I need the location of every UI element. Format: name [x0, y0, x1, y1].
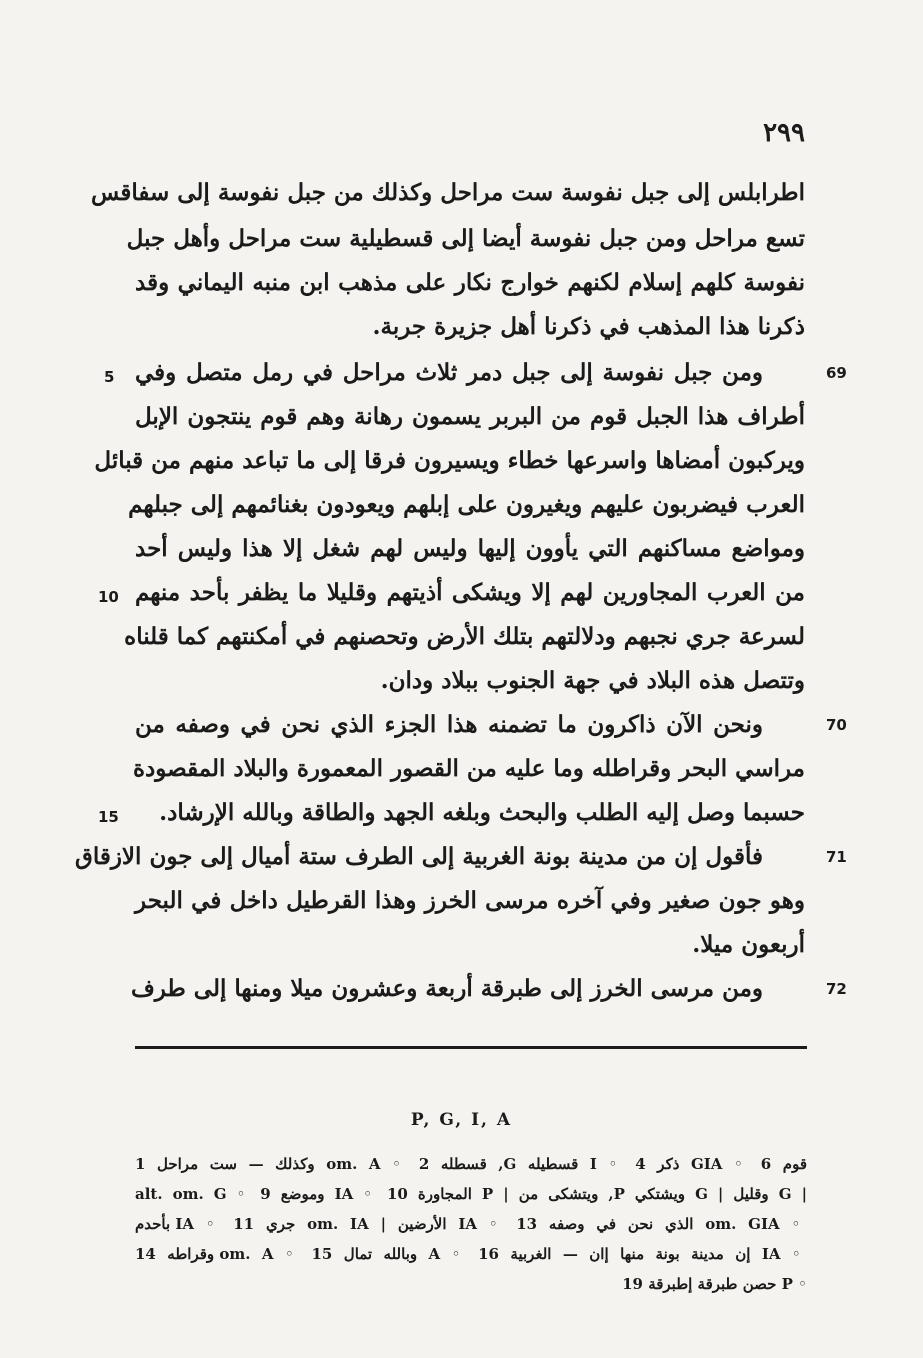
text-line: ويركبون أمضاها واسرعها خطاء ويسيرون فرقا إلى ما تباعد منهم من قبائل [94, 447, 805, 474]
note-line: ◦ P حصن طبرقة إطبرقة 19 [622, 1275, 807, 1293]
text-line: لسرعة جري نجبهم ودلالتهم بتلك الأرض وتحصنهم في أمكنتهم كما قلناه [124, 623, 805, 650]
text-line: أربعون ميلا. [692, 931, 805, 958]
text-line: ذكرنا هذا المذهب في ذكرنا أهل جزيرة جربة. [372, 313, 805, 340]
footnote-divider [135, 1046, 807, 1049]
note-line: قوم 6 ◦ GIA ذكر 4 ◦ I قسطيله G, قسطله 2 ◦ om. A وكذلك — ست مراحل 1 [135, 1155, 808, 1173]
text-line: اطرابلس إلى جبل نفوسة ست مراحل وكذلك من جبل نفوسة إلى سفاقس [91, 179, 805, 206]
text-line: ونحن الآن ذاكرون ما تضمنه هذا الجزء الذي نحن في وصفه من [135, 711, 763, 738]
page-number: ٢٩٩ [763, 118, 805, 148]
paragraph-number: 72 [826, 980, 847, 998]
note-line: ◦ IA إن مدينة بونة منها إان — الغربية 16 ◦ A وبالله تمال 15 ◦ om. A وقراطه 14 [135, 1245, 807, 1263]
text-line: حسبما وصل إليه الطلب والبحث وبلغه الجهد والطاقة وبالله الإرشاد. [159, 799, 805, 826]
text-line: نفوسة كلهم إسلام لكنهم خوارج نكار على مذهب ابن منبه اليماني وقد [135, 269, 805, 296]
paragraph-number: 69 [826, 364, 847, 382]
note-line: ◦ om. GIA الذي نحن في وصفه 13 ◦ IA الأرضين | om. IA جري 11 ◦ IA بأحدم [135, 1215, 807, 1233]
manuscript-sigla: P, G, I, A [410, 1110, 513, 1130]
line-number: 5 [104, 368, 115, 386]
text-line: تسع مراحل ومن جبل نفوسة أيضا إلى قسطيلية ست مراحل وأهل جبل [126, 225, 805, 252]
text-line: ومن جبل نفوسة إلى جبل دمر ثلاث مراحل في رمل متصل وفي [135, 359, 763, 386]
text-line: من العرب المجاورين لهم إلا ويشكى أذيتهم وقليلا ما يظفر بأحد منهم [135, 579, 805, 606]
paragraph-number: 71 [826, 848, 847, 866]
text-line: مراسي البحر وقراطله وما عليه من القصور المعمورة والبلاد المقصودة [132, 755, 805, 782]
text-line: العرب فيضربون عليهم ويغيرون على إبلهم ويعودون بغنائمهم إلى جبلهم [128, 491, 805, 518]
note-line: | G وقليل | G ويشتكي P, ويتشكى من | P المجاورة 10 ◦ IA وموضع 9 ◦ alt. om. G [135, 1185, 808, 1203]
text-line: فأقول إن من مدينة بونة الغربية إلى الطرف ستة أميال إلى جون الازقاق [74, 843, 763, 870]
text-line: وتتصل هذه البلاد في جهة الجنوب ببلاد ودان. [380, 667, 805, 694]
text-line: ومواضع مساكنهم التي يأوون إليها وليس لهم شغل إلا هذا وليس أحد [135, 535, 805, 562]
line-number: 10 [98, 588, 119, 606]
text-line: وهو جون صغير وفي آخره مرسى الخرز وهذا القرطيل داخل في البحر [135, 887, 805, 914]
text-line: أطراف هذا الجبل قوم من البربر يسمون رهانة وهم قوم ينتجون الإبل [135, 403, 805, 430]
paragraph-number: 70 [826, 716, 847, 734]
text-line: ومن مرسى الخرز إلى طبرقة أربعة وعشرون ميلا ومنها إلى طرف [130, 975, 763, 1002]
line-number: 15 [98, 808, 119, 826]
